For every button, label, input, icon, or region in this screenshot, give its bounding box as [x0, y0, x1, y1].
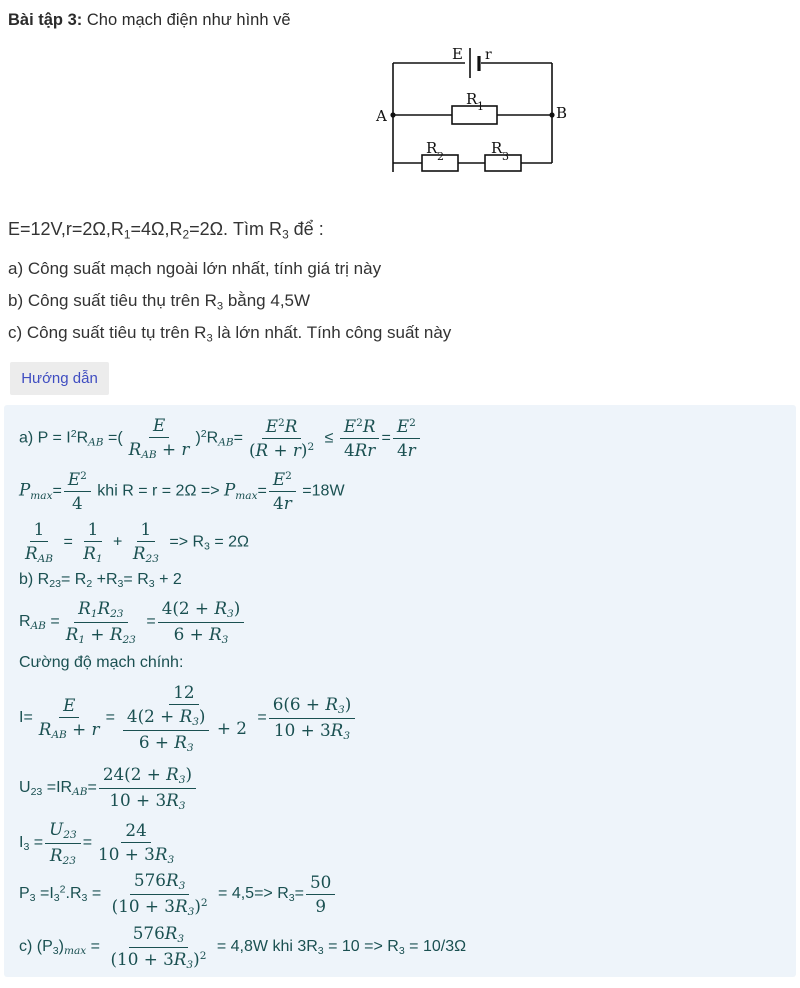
r1-label: R — [466, 90, 478, 108]
given-values-line: E=12V,r=2Ω,R1=4Ω,R2=2Ω. Tìm R3 để : — [8, 219, 324, 242]
battery-symbol — [470, 48, 479, 78]
problem-item-c: c) Công suất tiêu tụ trên R3 là lớn nhất. Tính công suất này — [8, 323, 452, 345]
node-b-label: B — [556, 104, 568, 122]
node-a-label: A — [376, 107, 387, 125]
r2-sub-label: 2 — [437, 150, 444, 163]
node-b-dot — [549, 112, 554, 117]
node-a-dot — [390, 112, 395, 117]
solution-line: $P_{max}=$ $\frac{E^2}{4}$ khi $R = r = 2\Omega => P_{max}=$ $\frac{E^2}{4r}$ =18W — [19, 468, 345, 513]
hint-button[interactable]: Hướng dẫn — [10, 362, 109, 395]
circuit-diagram — [360, 40, 595, 192]
r3-sub-label: 3 — [502, 150, 509, 163]
problem-item-b: b) Công suất tiêu thụ trên R3 bằng 4,5W — [8, 291, 311, 313]
problem-title-text: Cho mạch điện như hình vẽ — [82, 11, 291, 29]
battery-label: E — [452, 45, 463, 63]
internal-resistance-label: r — [485, 47, 492, 63]
solution-line: b) R23= R2 +R3= R3 + 2 — [19, 571, 182, 591]
resistor-r1-box — [452, 106, 497, 124]
problem-item-a: a) Công suất mạch ngoài lớn nhất, tính giá trị này — [8, 259, 382, 278]
solution-panel — [4, 405, 796, 977]
solution-line: Cường độ mạch chính: — [19, 654, 184, 671]
solution-line: c) $(P3)_{max}$ = $\frac{576R_3}{(10 + 3R_3)^2}$ = 4,8W khi 3R3 = 10 => R3 = 10/3Ω — [19, 923, 467, 971]
solution-line: $\frac{1}{R_{AB}}$ = $\frac{1}{R_1}$ + $\frac{1}{R_{23}}$ => R3 = 2Ω — [25, 518, 250, 566]
r3-label: R — [491, 139, 503, 157]
solution-line: I= $\frac{E}{R_{AB} + r}$ = 12 $\frac{4(2 + R_3)}{6 + R_3}$ + 2 = $\frac{6(6 + R_3)}{10 + 3R_3}$ — [19, 679, 792, 757]
solution-line: $R_{AB}$ = $\frac{R_1R_{23}}{R_1 + R_{23}}$ = $\frac{4(2 + R_3)}{6 + R_3}$ — [19, 597, 792, 647]
solution-line: $P3 =I3^2.R3$ = $\frac{576R_3}{(10 + 3R_3)^2}$ = 4,5=> R3= $\frac{50}{9}$ — [19, 870, 792, 918]
solution-line: a) $P = I^2R_{AB}$ =( $\frac{E}{R_{AB} + r}$ )$^2R_{AB}=$ $\frac{E^2R}{(R + r)^2}$ ≤ $\frac{E^2R}{4Rr}$ = $\frac{E^2}{4r}$ — [19, 413, 792, 463]
r1-sub-label: 1 — [477, 100, 484, 113]
solution-line: $U23 =IR_{AB}=$ $\frac{24(2 + R_3)}{10 + 3R_3}$ — [19, 760, 792, 816]
solution-line: I3 = $\frac{U_{23}}{R_{23}}$ = $\frac{24}{10 + 3R_3}$ — [19, 819, 175, 867]
problem-title — [8, 11, 291, 30]
problem-number-label: Bài tập 3: — [8, 11, 83, 29]
r2-label: R — [426, 139, 438, 157]
